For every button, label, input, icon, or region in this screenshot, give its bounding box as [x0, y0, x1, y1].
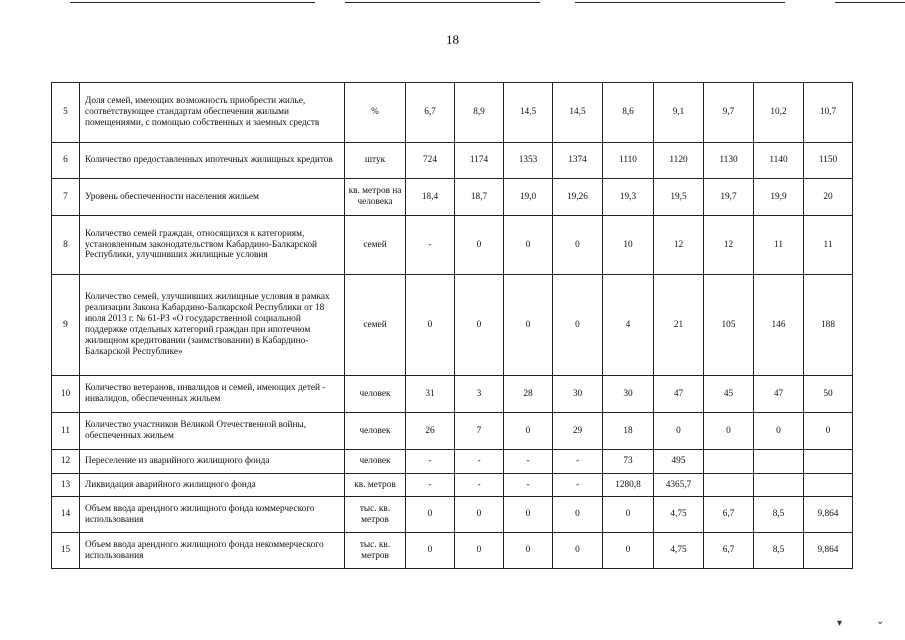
value-cell: 14,5	[553, 83, 603, 143]
indicator-name: Ликвидация аварийного жилищного фонда	[80, 474, 345, 497]
row-number: 11	[52, 413, 80, 450]
row-number: 12	[52, 450, 80, 474]
table-row	[52, 143, 853, 179]
value-cell: 7	[455, 413, 504, 450]
value-cell: 1130	[704, 143, 754, 179]
value-cell: -	[553, 450, 603, 474]
value-cell: 1280,8	[603, 474, 654, 497]
value-cell: 18	[603, 413, 654, 450]
value-cell: 0	[553, 533, 603, 569]
value-cell: -	[553, 474, 603, 497]
value-cell: 1140	[754, 143, 804, 179]
row-number: 7	[52, 179, 80, 216]
value-cell: 47	[654, 376, 704, 413]
value-cell: 12	[654, 216, 704, 275]
value-cell: 8,5	[754, 497, 804, 533]
value-cell: 11	[804, 216, 853, 275]
value-cell: 1174	[455, 143, 504, 179]
unit-cell: кв. метров на человека	[345, 179, 406, 216]
value-cell: 0	[754, 413, 804, 450]
value-cell: 28	[504, 376, 553, 413]
value-cell: 10	[603, 216, 654, 275]
value-cell: 20	[804, 179, 853, 216]
scan-line	[70, 2, 315, 3]
unit-cell: человек	[345, 413, 406, 450]
indicator-name: Доля семей, имеющих возможность приобрести жилье, соответствующее стандартам обеспечения жилыми помещениями, с помощью собственных и заемных средств	[80, 83, 345, 143]
unit-cell: штук	[345, 143, 406, 179]
row-number: 8	[52, 216, 80, 275]
unit-cell: кв. метров	[345, 474, 406, 497]
value-cell: 9,864	[804, 533, 853, 569]
value-cell: 6,7	[704, 533, 754, 569]
indicator-name: Количество участников Великой Отечественной войны, обеспеченных жильем	[80, 413, 345, 450]
value-cell: 3	[455, 376, 504, 413]
value-cell: 9,864	[804, 497, 853, 533]
value-cell: 0	[553, 497, 603, 533]
row-number: 6	[52, 143, 80, 179]
value-cell: 4,75	[654, 497, 704, 533]
value-cell: 146	[754, 275, 804, 376]
scan-mark: ▾	[837, 618, 843, 629]
value-cell: 4365,7	[654, 474, 704, 497]
table-row	[52, 497, 853, 533]
value-cell: 0	[455, 497, 504, 533]
value-cell: 30	[603, 376, 654, 413]
value-cell: 724	[406, 143, 455, 179]
value-cell: 0	[504, 533, 553, 569]
value-cell: 26	[406, 413, 455, 450]
value-cell: 1353	[504, 143, 553, 179]
table-row	[52, 275, 853, 376]
value-cell: 4	[603, 275, 654, 376]
table-row	[52, 376, 853, 413]
value-cell: 0	[804, 413, 853, 450]
value-cell: -	[406, 450, 455, 474]
value-cell: 14,5	[504, 83, 553, 143]
unit-cell: человек	[345, 376, 406, 413]
value-cell: 105	[704, 275, 754, 376]
value-cell: 12	[704, 216, 754, 275]
value-cell: 29	[553, 413, 603, 450]
value-cell: 19,26	[553, 179, 603, 216]
indicator-name: Объем ввода арендного жилищного фонда коммерческого использования	[80, 497, 345, 533]
table-row	[52, 450, 853, 474]
indicator-name: Количество ветеранов, инвалидов и семей, имеющих детей - инвалидов, обеспеченных жильем	[80, 376, 345, 413]
scan-mark: ⌄	[876, 616, 885, 627]
value-cell: 19,7	[704, 179, 754, 216]
indicator-name: Уровень обеспеченности населения жильем	[80, 179, 345, 216]
value-cell: 18,4	[406, 179, 455, 216]
table-row	[52, 216, 853, 275]
value-cell: -	[504, 450, 553, 474]
row-number: 15	[52, 533, 80, 569]
value-cell: 19,5	[654, 179, 704, 216]
value-cell: 0	[603, 533, 654, 569]
value-cell: 4,75	[654, 533, 704, 569]
value-cell: 0	[455, 275, 504, 376]
value-cell: 8,5	[754, 533, 804, 569]
value-cell: 45	[704, 376, 754, 413]
value-cell: 0	[455, 533, 504, 569]
value-cell: 47	[754, 376, 804, 413]
value-cell: 50	[804, 376, 853, 413]
table-row	[52, 413, 853, 450]
value-cell: 0	[504, 275, 553, 376]
value-cell: 21	[654, 275, 704, 376]
value-cell: 0	[406, 497, 455, 533]
row-number: 14	[52, 497, 80, 533]
value-cell: 0	[654, 413, 704, 450]
value-cell: 0	[553, 216, 603, 275]
value-cell: 73	[603, 450, 654, 474]
value-cell: 1150	[804, 143, 853, 179]
row-number: 13	[52, 474, 80, 497]
value-cell: 0	[504, 413, 553, 450]
indicator-name: Количество семей, улучшивших жилищные условия в рамках реализации Закона Кабардино-Балкарской Республики от 18 июля 2013 г. № 61-РЗ «О государственной социальной поддержке отдельных категорий граждан при ипотечном жилищном кредитовании (заимствовании) в Кабардино-Балкарской Республике»	[80, 275, 345, 376]
table-row	[52, 474, 853, 497]
value-cell: 6,7	[704, 497, 754, 533]
scan-line	[345, 2, 540, 3]
value-cell: 0	[603, 497, 654, 533]
indicator-name: Количество предоставленных ипотечных жилищных кредитов	[80, 143, 345, 179]
value-cell: -	[406, 216, 455, 275]
value-cell: 6,7	[406, 83, 455, 143]
indicator-name: Переселение из аварийного жилищного фонда	[80, 450, 345, 474]
unit-cell: семей	[345, 275, 406, 376]
value-cell: -	[406, 474, 455, 497]
table-row	[52, 533, 853, 569]
unit-cell: человек	[345, 450, 406, 474]
value-cell: 19,3	[603, 179, 654, 216]
unit-cell: тыс. кв. метров	[345, 533, 406, 569]
scan-line	[575, 2, 785, 3]
value-cell: -	[504, 474, 553, 497]
value-cell	[754, 474, 804, 497]
value-cell: 10,7	[804, 83, 853, 143]
value-cell: 8,9	[455, 83, 504, 143]
value-cell: 0	[455, 216, 504, 275]
table-body	[52, 83, 853, 569]
row-number: 10	[52, 376, 80, 413]
value-cell: 10,2	[754, 83, 804, 143]
unit-cell: тыс. кв. метров	[345, 497, 406, 533]
indicators-table	[51, 82, 853, 569]
value-cell: 0	[406, 533, 455, 569]
value-cell: 8,6	[603, 83, 654, 143]
value-cell: 31	[406, 376, 455, 413]
value-cell	[804, 450, 853, 474]
row-number: 9	[52, 275, 80, 376]
value-cell: 11	[754, 216, 804, 275]
value-cell: 188	[804, 275, 853, 376]
unit-cell: семей	[345, 216, 406, 275]
value-cell: 0	[553, 275, 603, 376]
value-cell: 495	[654, 450, 704, 474]
row-number: 5	[52, 83, 80, 143]
indicator-name: Объем ввода арендного жилищного фонда некоммерческого использования	[80, 533, 345, 569]
value-cell	[704, 450, 754, 474]
value-cell: -	[455, 450, 504, 474]
scan-line	[835, 2, 905, 3]
value-cell: 1120	[654, 143, 704, 179]
value-cell	[704, 474, 754, 497]
value-cell: 9,1	[654, 83, 704, 143]
value-cell: 9,7	[704, 83, 754, 143]
value-cell: 30	[553, 376, 603, 413]
value-cell: 1110	[603, 143, 654, 179]
page-number: 18	[446, 32, 459, 47]
indicator-name: Количество семей граждан, относящихся к категориям, установленным законодательством Кабардино-Балкарской Республики, улучшивших жилищные условия	[80, 216, 345, 275]
value-cell: 1374	[553, 143, 603, 179]
value-cell: 18,7	[455, 179, 504, 216]
value-cell: 0	[704, 413, 754, 450]
value-cell	[804, 474, 853, 497]
value-cell: 0	[504, 497, 553, 533]
value-cell: 19,9	[754, 179, 804, 216]
value-cell: -	[455, 474, 504, 497]
unit-cell: %	[345, 83, 406, 143]
value-cell: 0	[406, 275, 455, 376]
value-cell: 19,0	[504, 179, 553, 216]
table-row	[52, 83, 853, 143]
value-cell: 0	[504, 216, 553, 275]
table-row	[52, 179, 853, 216]
value-cell	[754, 450, 804, 474]
